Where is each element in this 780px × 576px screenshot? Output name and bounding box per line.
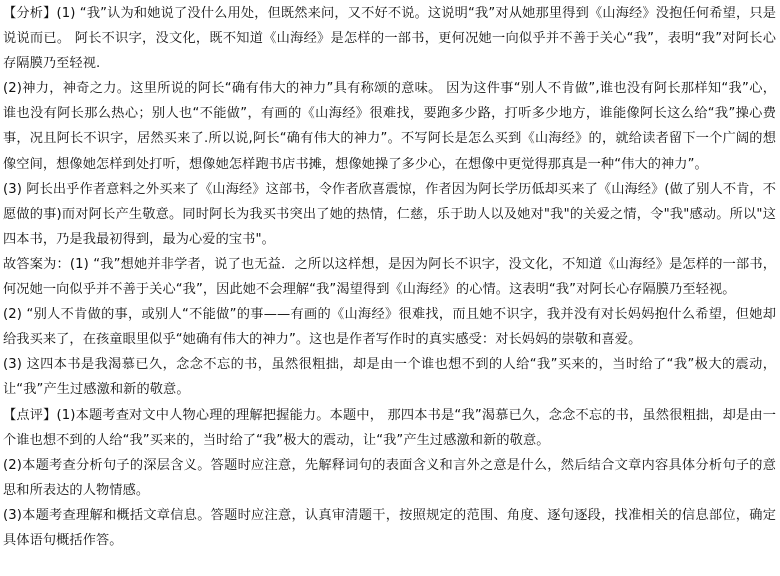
answer-part-2: (2) “别人不肯做的事，或别人“不能做”的事——有画的《山海经》很难找，而且她不识字，我并没有对长妈妈抱什么希望，但她却给我买来了，在孩童眼里似乎“她确有伟大的神力”。这也是作者写作时的真实感受：对长妈妈的崇敬和喜爱。 bbox=[3, 307, 776, 348]
comment-part-1: 【点评】(1)本题考查对文中人物心理的理解把握能力。本题中， 那四本书是“我”渴慕已久，念念不忘的书，虽然很粗拙，却是由一个谁也想不到的人给“我”买来的，当时给了“我”极大的震动，让“我”产生过感激和新的敬意。 bbox=[3, 407, 776, 448]
analysis-part-1: 【分析】(1) “我”认为和她说了没什么用处，但既然来问，又不好不说。这说明“我”对从她那里得到《山海经》没抱任何希望，只是说说而已。 阿长不识字，没文化，既不知道《山海经》是怎样的一部书，更何况她一向似乎并不善于关心“我”，表明“我”对阿长心存隔膜乃至轻视. bbox=[3, 6, 776, 72]
comment-part-3: (3)本题考查理解和概括文章信息。答题时应注意，认真审清题干，按照规定的范围、角度、逐句逐段，找准相关的信息部位，确定具体语句概括作答。 bbox=[3, 507, 776, 548]
answer-part-1: 故答案为：(1) “我”想她并非学者，说了也无益．之所以这样想，是因为阿长不识字，没文化，不知道《山海经》是怎样的一部书，何况她一向似乎并不善于关心“我”，因此她不会理解“我”渴望得到《山海经》的心情。这表明“我”对阿长心存隔膜乃至轻视。 bbox=[3, 256, 776, 298]
answer-part-3: (3) 这四本书是我渴慕已久，念念不忘的书，虽然很粗拙，却是由一个谁也想不到的人给“我”买来的，当时给了“我”极大的震动，让“我”产生过感激和新的敬意。 bbox=[3, 357, 776, 398]
analysis-part-2: (2)神力，神奇之力。这里所说的阿长“确有伟大的神力”具有称颂的意味。 因为这件事“别人不肯做”,谁也没有阿长那样知“我”心，谁也没有阿长那么热心；别人也“不能做”，有画的《山海经》很难找，要跑多少路，打听多少地方，谁能像阿长这么给“我”操心费事，况且阿长不识字，居然买来了.所以说,阿长“确有伟大的神力”。不写阿长是怎么买到《山海经》的，就给读者留下一个广阔的想像空间，想像她怎样到处打听，想像她怎样跑书店书摊，想像她操了多少心，在想像中更觉得那真是一种“伟大的神力”。 bbox=[3, 81, 776, 172]
comment-part-2: (2)本题考查分析句子的深层含义。答题时应注意，先解释词句的表面含义和言外之意是什么，然后结合文章内容具体分析句子的意思和所表达的人物情感。 bbox=[3, 457, 776, 498]
analysis-part-3: (3) 阿长出乎作者意料之外买来了《山海经》这部书，令作者欣喜震惊，作者因为阿长学历低却买来了《山海经》(做了别人不肯，不愿做的事)而对阿长产生敬意。同时阿长为我买书突出了她的热情，仁慈，乐于助人以及她对"我"的关爱之情，令"我"感动。所以"这四本书，乃是我最初得到，最为心爱的宝书"。 bbox=[3, 181, 776, 247]
